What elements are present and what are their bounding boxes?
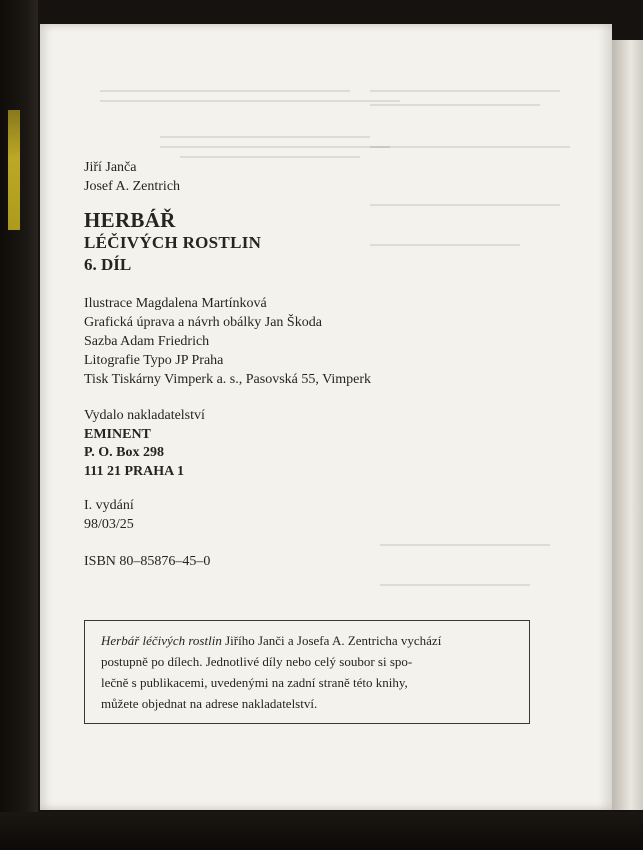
- order-notice-box: [84, 620, 530, 724]
- show-through-line: [370, 90, 560, 92]
- publisher-city: 111 21 PRAHA 1: [84, 463, 184, 479]
- notice-title: Herbář léčivých rostlin: [101, 633, 222, 648]
- edition-block: [84, 497, 134, 534]
- show-through-line: [380, 544, 550, 546]
- credit-line: Tisk Tiskárny Vimperk a. s., Pasovská 55, Vimperk: [84, 372, 372, 387]
- notice-text: Jiřího Janči a Josefa A. Zentricha vychází: [221, 633, 442, 648]
- book-title: [84, 208, 261, 276]
- notice-line: lečně s publikacemi, uvedenými na zadní straně této knihy,: [101, 675, 408, 690]
- show-through-line: [160, 146, 390, 148]
- title-subtitle: LÉČIVÝCH ROSTLIN: [84, 233, 262, 252]
- show-through-line: [100, 90, 350, 92]
- edition-number: I. vydání: [84, 498, 134, 513]
- show-through-line: [370, 204, 560, 206]
- scan-bottom-border: [0, 812, 643, 850]
- show-through-line: [370, 244, 520, 246]
- publisher-box: P. O. Box 298: [84, 445, 164, 460]
- title-main: HERBÁŘ: [84, 208, 176, 232]
- publisher-name: EMINENT: [84, 426, 151, 442]
- bookmark-strip: [8, 110, 20, 230]
- publisher-intro: Vydalo nakladatelství: [84, 408, 205, 423]
- show-through-line: [380, 584, 530, 586]
- show-through-line: [100, 100, 400, 102]
- show-through-line: [160, 136, 370, 138]
- show-through-line: [180, 156, 360, 158]
- authors-block: [84, 158, 180, 196]
- credit-line: Ilustrace Magdalena Martínková: [84, 296, 267, 311]
- credit-line: Grafická úprava a návrh obálky Jan Škoda: [84, 315, 322, 330]
- isbn: ISBN 80–85876–45–0: [84, 554, 211, 569]
- show-through-line: [370, 104, 540, 106]
- adjacent-page-edge: [612, 40, 643, 810]
- edition-date: 98/03/25: [84, 516, 134, 532]
- notice-line: postupně po dílech. Jednotlivé díly nebo celý soubor si spo-: [101, 654, 413, 669]
- notice-line: [101, 630, 517, 651]
- credit-line: Litografie Typo JP Praha: [84, 353, 224, 368]
- title-volume: 6. DÍL: [84, 255, 132, 274]
- publisher-block: [84, 407, 205, 481]
- show-through-line: [370, 146, 570, 148]
- author-name: Josef A. Zentrich: [84, 179, 181, 194]
- credits-block: [84, 294, 371, 389]
- author-name: Jiří Janča: [84, 160, 137, 175]
- notice-line: můžete objednat na adrese nakladatelství.: [101, 696, 318, 711]
- credit-line: Sazba Adam Friedrich: [84, 334, 210, 349]
